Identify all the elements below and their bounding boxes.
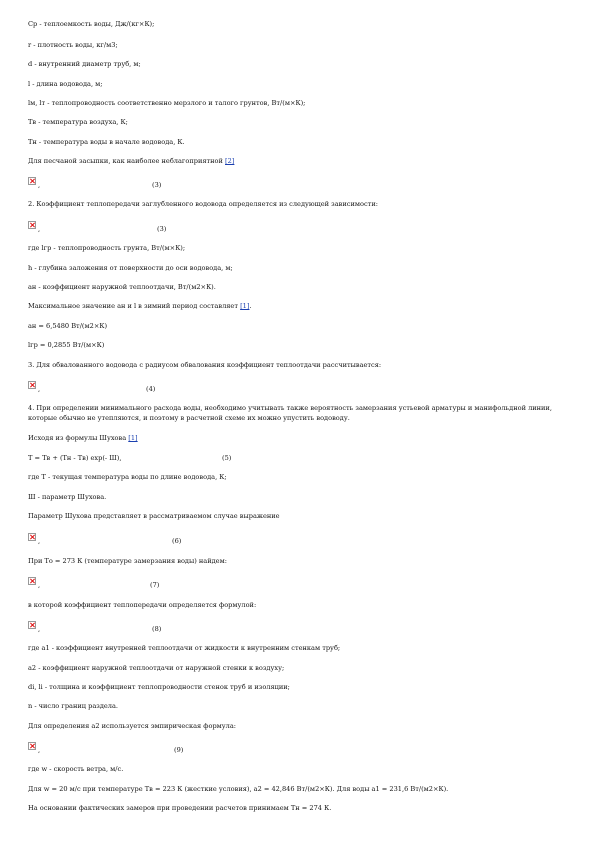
reference-link[interactable]: [2] xyxy=(225,157,235,165)
broken-image-icon xyxy=(28,381,36,389)
text-line: n - число границ раздела. xyxy=(28,702,119,710)
text-line: d - внутренний диаметр труб, м; xyxy=(28,60,141,68)
equation-number: (9) xyxy=(174,746,184,754)
formula-comma: , xyxy=(38,537,41,545)
equation-number: (7) xyxy=(150,581,160,589)
text-line: lгр = 0,2855 Вт/(м×К) xyxy=(28,341,105,349)
text-line: 2. Коэффициент теплопередачи заглубленного водовода определяется из следующей зависимости: xyxy=(28,200,378,208)
text-line: При То = 273 К (температуре замерзания воды) найдем: xyxy=(28,557,227,565)
broken-image-icon xyxy=(28,742,36,750)
broken-image-icon xyxy=(28,177,36,185)
text-line: где w - скорость ветра, м/с. xyxy=(28,765,124,773)
text-segment: Для песчаной засыпки, как наиболее неблагоприятной xyxy=(28,157,223,165)
broken-image-icon xyxy=(28,221,36,229)
broken-image-icon xyxy=(28,533,36,541)
text-line: Для w = 20 м/с при температуре Тв = 223 К (жесткие условия), a2 = 42,846 Вт/(м2×К). Для воды a1 = 231,6 Вт/(м2×К). xyxy=(28,785,449,793)
sentence-period: . xyxy=(249,302,252,310)
text-line: Cp - теплоемкость воды, Дж/(кг×К); xyxy=(28,20,155,28)
equation-number: (6) xyxy=(172,537,182,545)
equation-number: (4) xyxy=(146,385,156,393)
text-line: a2 - коэффициент наружной теплоотдачи от наружной стенки к воздуху; xyxy=(28,664,285,672)
formula-comma: , xyxy=(38,581,41,589)
text-line: Тв - температура воздуха, К; xyxy=(28,118,128,126)
text-line: Ш - параметр Шухова. xyxy=(28,493,107,501)
text-line: Параметр Шухова представляет в рассматриваемом случае выражение xyxy=(28,512,280,520)
text-line: На основании фактических замеров при проведении расчетов принимаем Тн = 274 К. xyxy=(28,804,332,812)
text-line: aн - коэффициент наружной теплоотдачи, Вт/(м2×К). xyxy=(28,283,216,291)
equation-number: (8) xyxy=(152,625,162,633)
text-line: di, li - толщина и коэффициент теплопроводности стенок труб и изоляции; xyxy=(28,683,290,691)
formula-line: Т = Тв + (Тн - Тв) exp(- Ш), xyxy=(28,454,122,462)
text-line: 3. Для обвалованного водовода с радиусом обвалования коэффициент теплоотдачи рассчитывается: xyxy=(28,361,382,369)
equation-number: (5) xyxy=(222,454,232,462)
text-line: в которой коэффициент теплопередачи определяется формулой: xyxy=(28,601,257,609)
text-line: aн = 6,5480 Вт/(м2×К) xyxy=(28,322,108,330)
text-segment: Исходя из формулы Шухова xyxy=(28,434,127,442)
text-line: Для определения a2 используется эмпирическая формула: xyxy=(28,722,237,730)
text-line: r - плотность воды, кг/м3; xyxy=(28,41,118,49)
text-line: Тн - температура воды в начале водовода, К. xyxy=(28,138,185,146)
formula-comma: , xyxy=(38,746,41,754)
formula-comma: , xyxy=(38,385,41,393)
formula-comma: , xyxy=(38,181,41,189)
text-line: где a1 - коэффициент внутренней теплоотдачи от жидкости к внутренним стенкам труб; xyxy=(28,644,341,652)
text-line-with-ref xyxy=(28,434,138,442)
formula-comma: , xyxy=(38,625,41,633)
text-line: l - длина водовода, м; xyxy=(28,80,103,88)
text-line-with-ref xyxy=(28,302,252,310)
text-line: где lгр - теплопроводность грунта, Вт/(м×К); xyxy=(28,244,186,252)
broken-image-icon xyxy=(28,621,36,629)
paragraph: 4. При определении минимального расхода воды, необходимо учитывать также вероятность замерзания устьевой арматуры и манифольдной линии, которые обычно не утепляются, и поэтому в расчетной схеме их можно упустить водоводу. xyxy=(28,404,552,422)
text-line-with-ref xyxy=(28,157,234,165)
broken-image-icon xyxy=(28,577,36,585)
reference-link[interactable]: [1] xyxy=(240,302,250,310)
equation-number: (3) xyxy=(152,181,162,189)
formula-comma: , xyxy=(38,225,41,233)
text-segment: Максимальное значение aн и l в зимний период составляет xyxy=(28,302,238,310)
text-line: где Т - текущая температура воды по длине водовода, К; xyxy=(28,473,227,481)
text-line: h - глубина заложения от поверхности до оси водовода, м; xyxy=(28,264,233,272)
reference-link[interactable]: [1] xyxy=(128,434,138,442)
text-line: lм, lт - теплопроводность соответственно мерзлого и талого грунтов, Вт/(м×К); xyxy=(28,99,306,107)
equation-number: (3) xyxy=(157,225,167,233)
